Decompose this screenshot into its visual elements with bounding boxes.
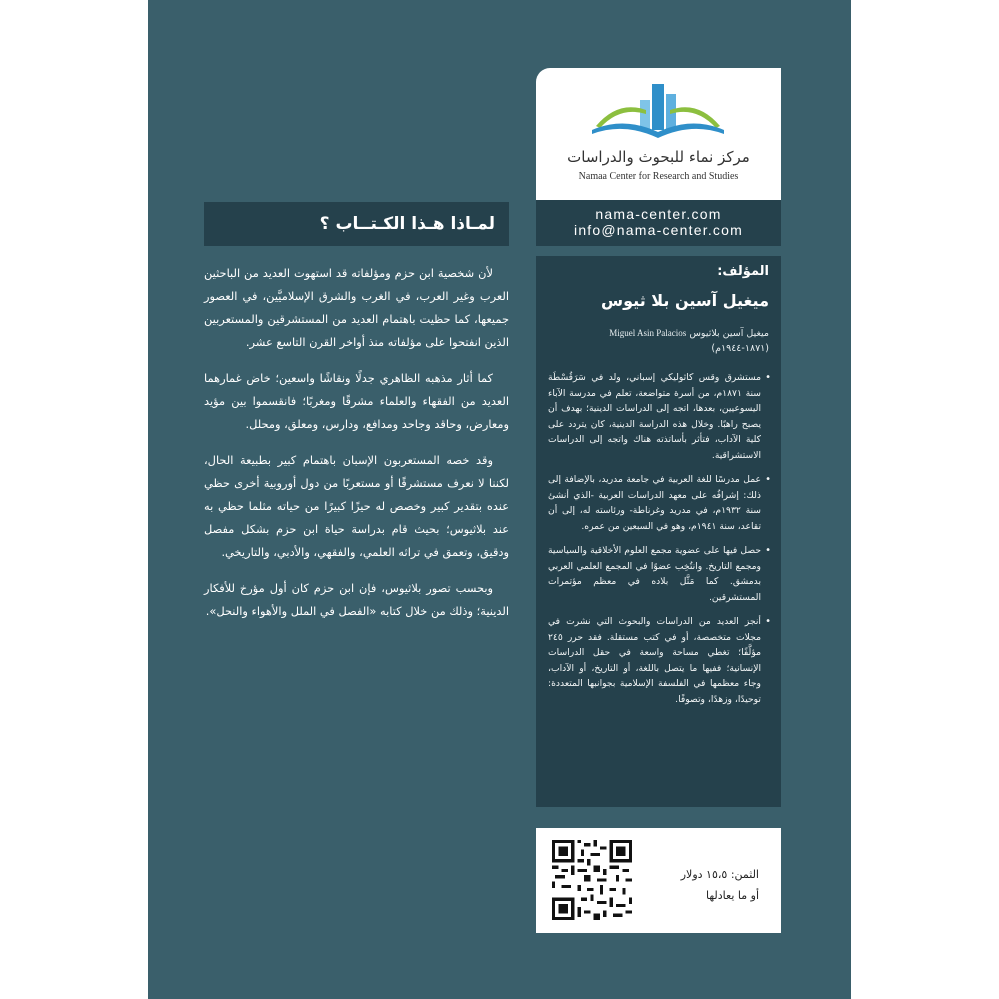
publisher-logo-card (536, 68, 781, 200)
price-amount: الثمن: ١٥،٥ دولار (680, 868, 759, 881)
price-text (681, 864, 759, 906)
publisher-name-english: Namaa Center for Research and Studies (578, 171, 739, 182)
price-card (536, 828, 781, 933)
why-book-text (204, 262, 509, 636)
bio-item: • حصل فيها على عضوية مجمع العلوم الأخلاقية والسياسية ومجمع التاريخ. وانتُخِب عضوًا في المجمع العلمي العربي بدمشق. كما مَثَّل بلاده في معظم مؤتمرات المستشرقين. (548, 543, 769, 605)
why-paragraph: وقد خصه المستعربون الإسبان باهتمام كبير بطبيعة الحال، لكننا لا نعرف مستشرقًا أو مستعربًا من دول أوروبية أخرى حظي عنده بتقدير كبير وخصص له حيزًا كبيرًا من حياته مثلما حظي به عند بلاثيوس؛ بحيث قام بدراسة حياة ابن حزم بشكل مفصل ودقيق، وتعمق في تراثه العلمي، والفقهي، والأدبي، والتاريخي. (204, 453, 509, 559)
author-subtitle (548, 326, 769, 356)
price-equivalent: أو ما يعادلها (706, 889, 759, 902)
open-book-buildings-logo-icon (588, 80, 728, 140)
qr-code-icon (552, 840, 632, 920)
author-arabic-fullname: ميغيل آسين بلاثيوس (689, 328, 769, 339)
why-paragraph: لأن شخصية ابن حزم ومؤلفاته قد استهوت العديد من الباحثين العرب وغير العرب، في الغرب والشرق الإسلاميَّين، في العصور جميعها، كما حظيت باهتمام العديد من المستشرقين والمستعربين الذين انفتحوا على مؤلفاته منذ أواخر القرن التاسع عشر. (204, 266, 509, 349)
email-text: info@nama-center.com (574, 222, 743, 238)
author-panel (536, 256, 781, 807)
publisher-name-arabic: مركز نماء للبحوث والدراسات (567, 148, 750, 166)
website-text: nama-center.com (595, 206, 722, 222)
author-bio-list (548, 370, 769, 707)
author-label: المؤلف: (717, 264, 769, 279)
why-paragraph: كما أثار مذهبه الظاهري جدلًا ونقاشًا واسعين؛ خاض غمارهما العديد من الفقهاء والعلماء مشرقًا ومغربًا؛ فانقسموا بين مؤيد ومعارض، وحاقد وجاحد ومدافع، ودارس، ومعلق، ومحلل. (204, 371, 509, 431)
author-latin-name: Miguel Asin Palacios (609, 328, 687, 338)
author-lifespan: (١٨٧١-١٩٤٤م) (711, 343, 769, 354)
why-book-heading: لمـاذا هـذا الكـتــاب ؟ (204, 202, 509, 246)
contact-band (536, 200, 781, 246)
author-name: ميغيل آسين بلا ثيوس (601, 291, 769, 310)
bio-item: • أنجز العديد من الدراسات والبحوث التي نشرت في مجلات متخصصة، أو في كتب مستقلة. فقد حرر ٢٤٥ مؤلَّفًا؛ تغطي مساحة واسعة في حقل الدراسات الإنسانية؛ ففيها ما يتصل باللغة، أو التاريخ، أو الآداب، وجاء معظمها في الفلسفة الإسلامية بجوانبها المتعددة: توحيدًا، وزهدًا، وتصوفًا. (548, 614, 769, 707)
why-paragraph: وبحسب تصور بلاثيوس، فإن ابن حزم كان أول مؤرخ للأفكار الدينية؛ وذلك من خلال كتابه «الفصل في الملل والأهواء والنحل». (204, 581, 509, 618)
bio-item: • عمل مدرسًا للغة العربية في جامعة مدريد، بالإضافة إلى ذلك: إشرافُه على معهد الدراسات العربية -الذي أنشئ سنة ١٩٣٢م، في مدريد وغرناطة- ورئاسته له، إلى أن تقاعد، سنة ١٩٤١م، وهو في السبعين من عمره. (548, 472, 769, 534)
bio-item: • مستشرق وقس كاثوليكي إسباني، ولد في سَرَقُسْطَة سنة ١٨٧١م، من أسرة متواضعة، تعلم في مدرسة الآباء اليسوعيين، بعدها، اتجه إلى الدراسات الدينية؛ بهدف أن يصبح راهبًا. وخلال هذه الدراسة الدينية، كان يتردد على كلية الآداب، فتأثر بأساتذته هناك واتجه إلى الدراسات الاستشراقية. (548, 370, 769, 463)
